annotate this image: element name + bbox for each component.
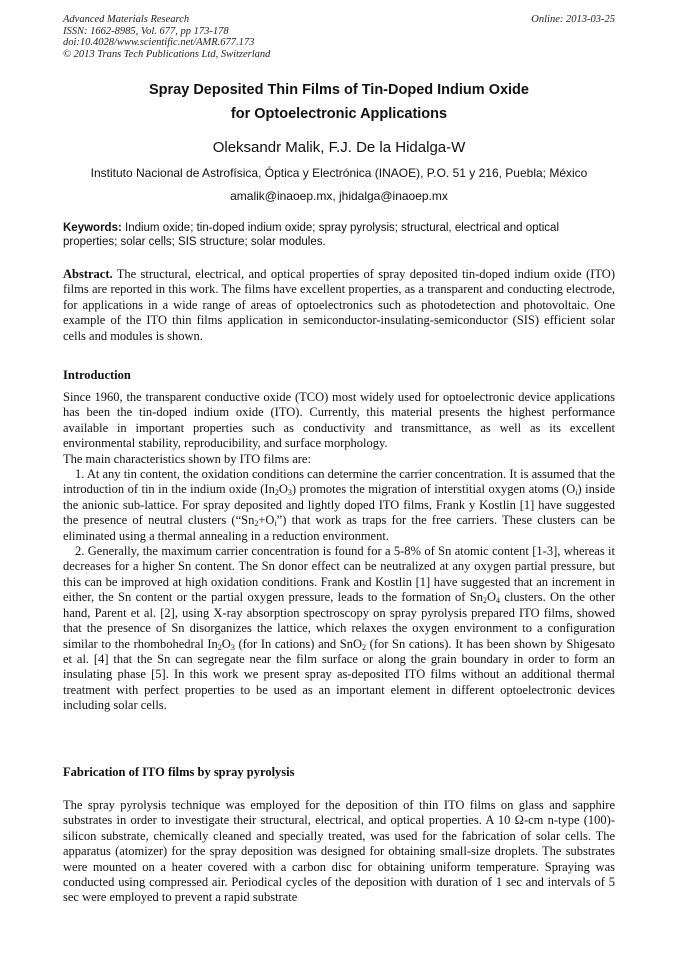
intro-paragraph-1: Since 1960, the transparent conductive oxide (TCO) most widely used for optoelectronic device applications has been the tin-doped indium oxide (ITO). Currently, this material presents the highest performance available in important properties such as conductivity and transmittance, as well as its excellent environmental stability, reproducibility, and surface morphology. [63,390,615,451]
intro-item-2: 2. Generally, the maximum carrier concentration is found for a 5-8% of Sn atomic content [1-3], whereas it decreases for a higher Sn content. The Sn donor effect can be neutralized at any oxygen partial pressure, but this can be improved at high oxidation conditions. Frank and Kostlin [1] have suggested that an increment in either, the Sn content or the partial oxygen pressure, leads to the formation of $Sn_2O_4$ clusters. On the other hand, Parent et al. [2], using X-ray absorption spectroscopy on spray pyrolysis prepared ITO films, showed that the presence of Sn disorganizes the lattice, which relaxes the oxygen environment to a configuration similar to the rhombohedral $In_2O_3$ (for In cations) and SnO$_2$ (for Sn cations). It has been shown by Shigesato et al. [4] that the Sn can segregate near the film surface or along the grain boundary in order to form an insulating phase [5]. In this work we present spray as-deposited ITO films without an additional thermal treatment with perfect properties to be used as an important element in different optoelectronic devices including solar cells. [63,544,616,713]
author-emails: amalik@inaoep.mx, jhidalga@inaoep.mx [230,189,448,203]
intro-paragraph-2: The main characteristics shown by ITO films are: [63,451,311,466]
paper-title-line-2: for Optoelectronic Applications [230,106,448,122]
author-list: Oleksandr Malik, F.J. De la Hidalga-W [212,139,466,156]
affiliation: Instituto Nacional de Astrofísica, Óptica y Electrónica (INAOE), P.O. 51 y 216, Puebla; México [90,166,588,180]
doi-line: doi:10.4028/www.scientific.net/AMR.677.173 [63,37,255,48]
keywords-text: Indium oxide; tin-doped indium oxide; spray pyrolysis; structural, electrical and optical properties; solar cells; SIS structure; solar modules. [63,222,560,248]
fabrication-paragraph-1: The spray pyrolysis technique was employed for the deposition of thin ITO films on glass and sapphire substrates in order to investigate their structural, electrical, and optical properties. A 10 Ω-cm n-type (100)-silicon substrate, chemically cleaned and specially treated, was used for the fabrication of solar cells. The apparatus (atomizer) for the spray deposition was designed for obtaining small-size droplets. The substrates were mounted on a heater covered with a carbon disc for obtaining uniform temperature. Spraying was conducted using compressed air. Periodical cycles of the deposition with duration of 1 sec and intervals of 5 sec were employed to prevent a rapid substrate [63,798,615,905]
keywords-label: Keywords: [63,222,122,234]
abstract-block [63,267,615,344]
abstract-text: The structural, electrical, and optical properties of spray deposited tin-doped indium oxide (ITO) films are reported in this work. The films have excellent properties, as a transparent and conducting electrode, for applications in a wide range of areas of optoelectronics such as photodetection and photovoltaic. One example of the ITO thin films application in semiconductor-insulating-semiconductor (SIS) efficient solar cells and modules is shown. [63,267,615,343]
introduction-body [63,390,615,714]
fabrication-body [63,798,615,906]
journal-name: Advanced Materials Research [63,14,190,25]
intro-item-1: 1. At any tin content, the oxidation conditions can determine the carrier concentration. It is assumed that the introduction of tin in the indium oxide $(In_2O_3)$ promotes the migration of interstitial oxygen atoms $(O_i)$ inside the anionic sub-lattice. For spray deposited and lightly doped ITO films, Frank y Kostlin [1] have suggested the presence of neutral clusters $(“Sn_2+O_i”)$ that work as traps for the free carriers. These clusters can be eliminated using a thermal annealing in a reduction environment. [63,467,615,543]
fabrication-heading: Fabrication of ITO films by spray pyrolysis [63,765,295,779]
paper-title-line-1: Spray Deposited Thin Films of Tin-Doped Indium Oxide [149,82,529,98]
abstract-label: Abstract. [63,267,113,281]
issn-line: ISSN: 1662-8985, Vol. 677, pp 173-178 [63,25,229,37]
introduction-heading: Introduction [63,368,131,382]
copyright-line: © 2013 Trans Tech Publications Ltd, Switzerland [63,48,271,60]
journal-header [63,14,615,60]
keywords-block [63,221,615,249]
online-date: Online: 2013-03-25 [531,14,615,25]
